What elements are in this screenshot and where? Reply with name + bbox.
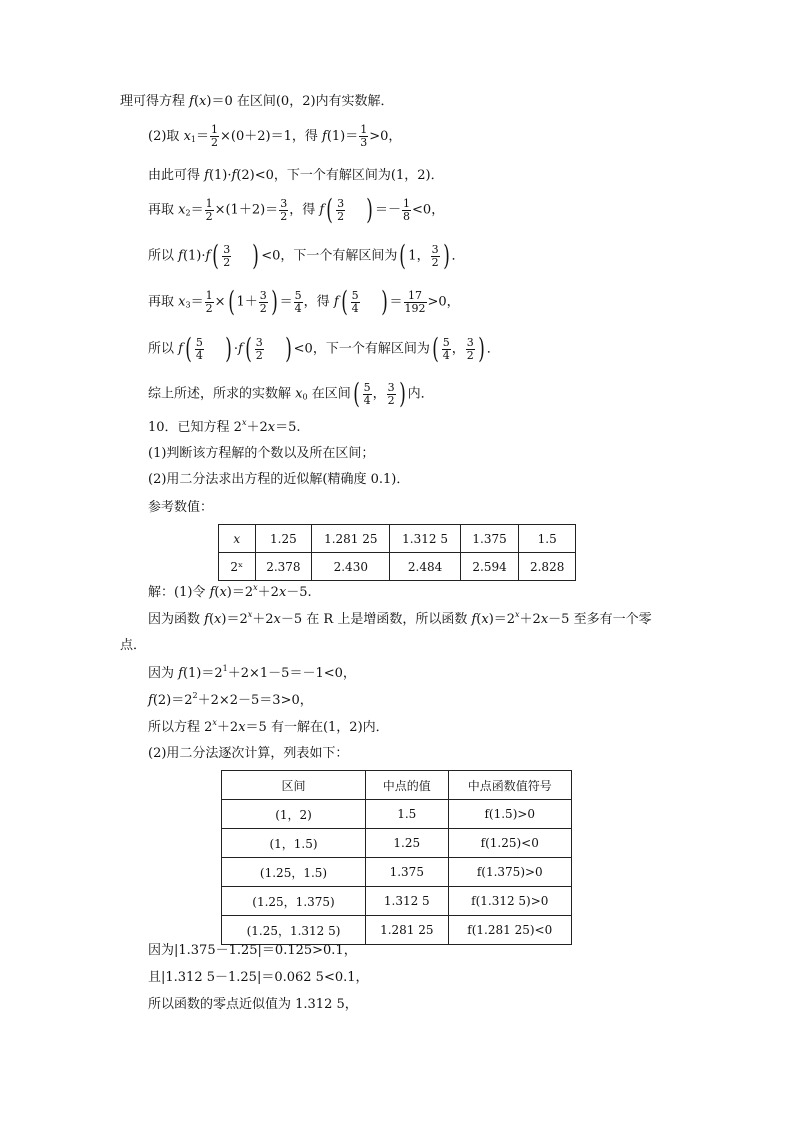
text-line-2: (2)取 $x_1=$ $\frac{1}{2}$ ×(0＋2)＝1，得 f(1)＝ $\frac{1}{3}$ >0，: [148, 123, 402, 149]
problem-10-part1: (1)判断该方程解的个数以及所在区间；: [148, 446, 375, 461]
solution-line-4: 因为 $f(1)=2^1+2\times 1-5=-1<0$，: [148, 664, 356, 681]
table-cell: (1.25，1.5): [222, 858, 366, 887]
table-row: [222, 858, 572, 887]
table-cell: 1.312 5: [366, 887, 449, 916]
text-line-8: 综上所述，所求的实数解 $x_0$ 在区间( $\frac{5}{4}$ ， $\frac{3}{2}$ ) 内．: [148, 377, 434, 410]
table-header-cell: 区间: [222, 771, 366, 800]
solution-line-1: 解：(1)令 $f(x)=2^x+2x-5$.: [148, 583, 312, 600]
table-cell: 1.281 25: [366, 916, 449, 945]
table-cell: 1.25: [255, 525, 312, 553]
reference-table: [218, 524, 576, 581]
conclusion-line-2: 且|1.312 5－1.25|＝0.062 5<0.1，: [148, 970, 369, 985]
table-cell: 1.375: [366, 858, 449, 887]
table-header-cell: 中点的值: [366, 771, 449, 800]
text-line-4: 再取 $x_2=$ $\frac{1}{2}$ ×(1＋2)＝ $\frac{3}{2}$ ，得 f( $\frac{3}{2}$ ) ＝－ $\frac{1}{8}$ <0，: [148, 193, 445, 226]
table-row: [222, 887, 572, 916]
solution-line-5: $f(2)=2^2+2\times 2-5=3>0$，: [148, 691, 313, 708]
bisection-table: [221, 770, 572, 945]
table-header-cell: 中点函数值符号: [448, 771, 571, 800]
table-header-row: [222, 771, 572, 800]
table-row: [222, 829, 572, 858]
text-line-7: 所以 f( $\frac{5}{4}$ ) ·f( $\frac{3}{2}$ ) <0，下一个有解区间为( $\frac{5}{4}$ ， $\frac{3}{2}$ ) ．: [148, 332, 500, 365]
solution-line-6: 所以方程 $2^x+2x=5$ 有一解在(1，2)内．: [148, 718, 389, 735]
table-cell: (1，1.5): [222, 829, 366, 858]
table-cell: 2.594: [460, 553, 519, 581]
table-row: [219, 525, 576, 553]
table-cell: 2.430: [312, 553, 390, 581]
text-line-5: 所以 f(1)·f( $\frac{3}{2}$ ) <0，下一个有解区间为( 1， $\frac{3}{2}$ ) ．: [148, 239, 465, 272]
table-cell: 1.281 25: [312, 525, 390, 553]
conclusion-line-3: 所以函数的零点近似值为 1.312 5，: [148, 997, 358, 1012]
solution-line-2: 因为函数 $f(x)=2^x+2x-5$ 在 R 上是增函数，所以函数 $f(x)=2^x+2x-5$ 至多有一个零: [148, 610, 652, 627]
table-cell: 2.828: [519, 553, 576, 581]
reference-label: 参考数值：: [148, 500, 214, 515]
table-cell: x: [219, 525, 256, 553]
problem-10-title: 10．已知方程 $2^x+2x=5$.: [148, 418, 301, 435]
table-cell: f(1.281 25)<0: [448, 916, 571, 945]
table-cell: f(1.5)>0: [448, 800, 571, 829]
text-line-3: 由此可得 f(1)·f(2)<0，下一个有解区间为(1，2)．: [148, 168, 444, 183]
text-line-1: 理可得方程 f(x)＝0 在区间(0，2)内有实数解．: [120, 94, 394, 109]
table-row: [222, 800, 572, 829]
table-cell: 2.484: [390, 553, 460, 581]
table-cell: 1.375: [460, 525, 519, 553]
solution-line-7: (2)用二分法逐次计算，列表如下：: [148, 746, 349, 761]
table-cell: (1.25，1.375): [222, 887, 366, 916]
table-cell: f(1.25)<0: [448, 829, 571, 858]
table-cell: 1.25: [366, 829, 449, 858]
problem-10-part2: (2)用二分法求出方程的近似解(精确度 0.1)．: [148, 472, 410, 487]
solution-line-3: 点．: [120, 638, 147, 653]
table-cell: f(1.375)>0: [448, 858, 571, 887]
table-cell: 2.378: [255, 553, 312, 581]
conclusion-line-1: 因为|1.375－1.25|＝0.125>0.1，: [148, 943, 357, 958]
table-cell: 1.5: [366, 800, 449, 829]
table-cell: 1.5: [519, 525, 576, 553]
table-cell: (1.25，1.312 5): [222, 916, 366, 945]
text-line-6: 再取 $x_3=$ $\frac{1}{2}$ ×( 1＋ $\frac{3}{2}$ ) ＝ $\frac{5}{4}$ ，得 f( $\frac{5}{4}$ ) ＝ $\frac{17}{192}$ >0，: [148, 285, 460, 318]
table-cell: f(1.312 5)>0: [448, 887, 571, 916]
table-cell: 1.312 5: [390, 525, 460, 553]
table-cell: (1，2): [222, 800, 366, 829]
table-cell: 2ˣ: [219, 553, 256, 581]
table-row: [219, 553, 576, 581]
